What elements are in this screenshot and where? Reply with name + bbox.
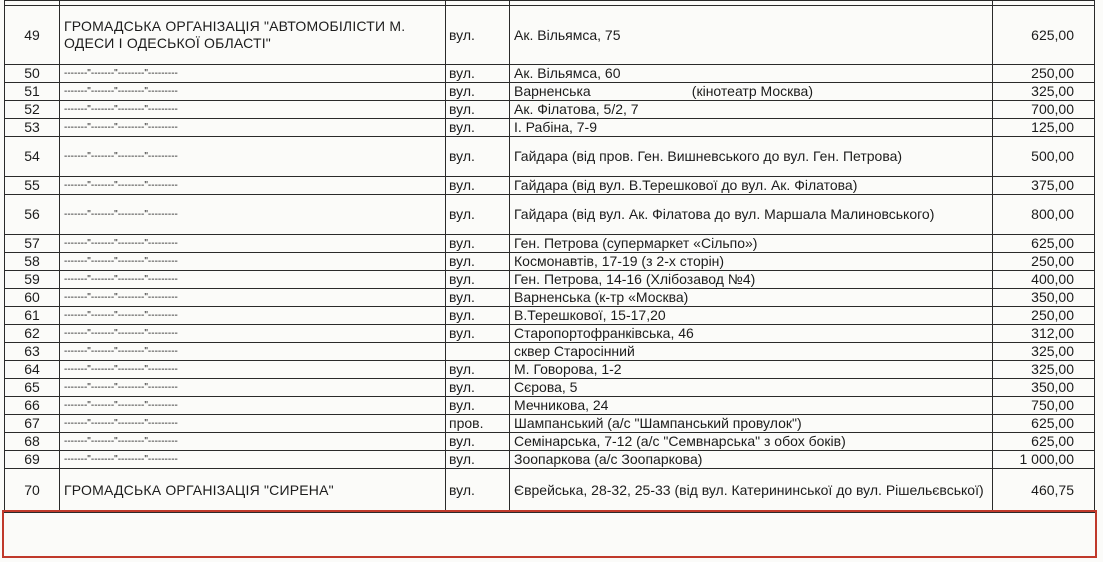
organization-name: -------"-------"--------"--------- bbox=[60, 195, 446, 235]
row-number: 66 bbox=[5, 397, 60, 415]
amount: 625,00 bbox=[993, 235, 1095, 253]
amount: 460,75 bbox=[993, 469, 1095, 513]
row-number: 70 bbox=[5, 469, 60, 513]
address: Семінарська, 7-12 (а/с "Семвнарська" з обох боків) bbox=[510, 433, 993, 451]
table-row bbox=[5, 83, 1095, 101]
organization-name: -------"-------"--------"--------- bbox=[60, 397, 446, 415]
row-number: 67 bbox=[5, 415, 60, 433]
amount: 325,00 bbox=[993, 83, 1095, 101]
table-row bbox=[5, 177, 1095, 195]
address: Старопортофранківська, 46 bbox=[510, 325, 993, 343]
organization-name: -------"-------"--------"--------- bbox=[60, 83, 446, 101]
amount: 325,00 bbox=[993, 361, 1095, 379]
table-row bbox=[5, 119, 1095, 137]
organization-name: -------"-------"--------"--------- bbox=[60, 137, 446, 177]
street-type: вул. bbox=[446, 271, 510, 289]
address: Гайдара (від вул. В.Терешкової до вул. Ак. Філатова) bbox=[510, 177, 993, 195]
organization-name: ГРОМАДСЬКА ОРГАНІЗАЦІЯ "АВТОМОБІЛІСТИ М. ОДЕСИ І ОДЕСЬКОЇ ОБЛАСТІ" bbox=[60, 6, 446, 65]
amount: 800,00 bbox=[993, 195, 1095, 235]
street-type: пров. bbox=[446, 415, 510, 433]
organization-name: -------"-------"--------"--------- bbox=[60, 433, 446, 451]
amount: 350,00 bbox=[993, 379, 1095, 397]
address: Мечникова, 24 bbox=[510, 397, 993, 415]
table-row bbox=[5, 343, 1095, 361]
organization-name: -------"-------"--------"--------- bbox=[60, 65, 446, 83]
address: Ак. Вільямса, 60 bbox=[510, 65, 993, 83]
address: В.Терешкової, 15-17,20 bbox=[510, 307, 993, 325]
row-number: 68 bbox=[5, 433, 60, 451]
row-number: 51 bbox=[5, 83, 60, 101]
street-type: вул. bbox=[446, 6, 510, 65]
table-row bbox=[5, 235, 1095, 253]
table-row bbox=[5, 325, 1095, 343]
street-type: вул. bbox=[446, 177, 510, 195]
amount: 325,00 bbox=[993, 343, 1095, 361]
address: Сєрова, 5 bbox=[510, 379, 993, 397]
table-row bbox=[5, 379, 1095, 397]
organization-name: -------"-------"--------"--------- bbox=[60, 415, 446, 433]
organization-name: -------"-------"--------"--------- bbox=[60, 289, 446, 307]
organization-name: -------"-------"--------"--------- bbox=[60, 119, 446, 137]
amount: 625,00 bbox=[993, 6, 1095, 65]
street-type: вул. bbox=[446, 101, 510, 119]
street-type: вул. bbox=[446, 289, 510, 307]
row-number: 64 bbox=[5, 361, 60, 379]
organization-name: -------"-------"--------"--------- bbox=[60, 271, 446, 289]
row-number: 63 bbox=[5, 343, 60, 361]
organization-name: -------"-------"--------"--------- bbox=[60, 325, 446, 343]
organization-name: ГРОМАДСЬКА ОРГАНІЗАЦІЯ "СИРЕНА" bbox=[60, 469, 446, 513]
address: І. Рабіна, 7-9 bbox=[510, 119, 993, 137]
row-number: 50 bbox=[5, 65, 60, 83]
parking-lots-table bbox=[4, 0, 1095, 513]
amount: 250,00 bbox=[993, 65, 1095, 83]
street-type: вул. bbox=[446, 361, 510, 379]
amount: 250,00 bbox=[993, 307, 1095, 325]
amount: 700,00 bbox=[993, 101, 1095, 119]
amount: 312,00 bbox=[993, 325, 1095, 343]
amount: 375,00 bbox=[993, 177, 1095, 195]
organization-name: -------"-------"--------"--------- bbox=[60, 361, 446, 379]
street-type: вул. bbox=[446, 195, 510, 235]
table-row bbox=[5, 137, 1095, 177]
organization-name: -------"-------"--------"--------- bbox=[60, 235, 446, 253]
table-row bbox=[5, 253, 1095, 271]
row-number: 69 bbox=[5, 451, 60, 469]
address: Зоопаркова (а/с Зоопаркова) bbox=[510, 451, 993, 469]
amount: 400,00 bbox=[993, 271, 1095, 289]
row-number: 52 bbox=[5, 101, 60, 119]
street-type: вул. bbox=[446, 397, 510, 415]
address: Ген. Петрова, 14-16 (Хлібозавод №4) bbox=[510, 271, 993, 289]
address: Єврейська, 28-32, 25-33 (від вул. Катерининської до вул. Рішельєвської) bbox=[510, 469, 993, 513]
row-number: 57 bbox=[5, 235, 60, 253]
street-type: вул. bbox=[446, 253, 510, 271]
address: Варненська (к-тр «Москва) bbox=[510, 289, 993, 307]
row-number: 59 bbox=[5, 271, 60, 289]
address: Ген. Петрова (супермаркет «Сільпо») bbox=[510, 235, 993, 253]
row-number: 56 bbox=[5, 195, 60, 235]
address: Гайдара (від вул. Ак. Філатова до вул. Маршала Малиновського) bbox=[510, 195, 993, 235]
row-number: 49 bbox=[5, 6, 60, 65]
address: Гайдара (від пров. Ген. Вишневського до вул. Ген. Петрова) bbox=[510, 137, 993, 177]
highlight-box bbox=[2, 510, 1097, 558]
amount: 125,00 bbox=[993, 119, 1095, 137]
row-number: 62 bbox=[5, 325, 60, 343]
table-row bbox=[5, 415, 1095, 433]
table-row bbox=[5, 433, 1095, 451]
address: Ак. Філатова, 5/2, 7 bbox=[510, 101, 993, 119]
street-type: вул. bbox=[446, 65, 510, 83]
street-type: вул. bbox=[446, 83, 510, 101]
amount: 350,00 bbox=[993, 289, 1095, 307]
street-type: вул. bbox=[446, 307, 510, 325]
address: сквер Старосінний bbox=[510, 343, 993, 361]
amount: 625,00 bbox=[993, 433, 1095, 451]
table-row bbox=[5, 307, 1095, 325]
amount: 750,00 bbox=[993, 397, 1095, 415]
street-type: вул. bbox=[446, 469, 510, 513]
table-row bbox=[5, 271, 1095, 289]
organization-name: -------"-------"--------"--------- bbox=[60, 379, 446, 397]
organization-name: -------"-------"--------"--------- bbox=[60, 253, 446, 271]
table-row bbox=[5, 289, 1095, 307]
amount: 500,00 bbox=[993, 137, 1095, 177]
street-type: вул. bbox=[446, 379, 510, 397]
street-type: вул. bbox=[446, 137, 510, 177]
table-row bbox=[5, 451, 1095, 469]
table-row bbox=[5, 361, 1095, 379]
amount: 250,00 bbox=[993, 253, 1095, 271]
organization-name: -------"-------"--------"--------- bbox=[60, 177, 446, 195]
table-row bbox=[5, 195, 1095, 235]
table-row bbox=[5, 6, 1095, 65]
row-number: 61 bbox=[5, 307, 60, 325]
row-number: 58 bbox=[5, 253, 60, 271]
row-number: 65 bbox=[5, 379, 60, 397]
address: Космонавтів, 17-19 (з 2-х сторін) bbox=[510, 253, 993, 271]
amount: 625,00 bbox=[993, 415, 1095, 433]
table-row bbox=[5, 101, 1095, 119]
street-type: вул. bbox=[446, 119, 510, 137]
address: Ак. Вільямса, 75 bbox=[510, 6, 993, 65]
row-number: 53 bbox=[5, 119, 60, 137]
amount: 1 000,00 bbox=[993, 451, 1095, 469]
row-number: 54 bbox=[5, 137, 60, 177]
address: М. Говорова, 1-2 bbox=[510, 361, 993, 379]
organization-name: -------"-------"--------"--------- bbox=[60, 307, 446, 325]
street-type: вул. bbox=[446, 451, 510, 469]
row-number: 55 bbox=[5, 177, 60, 195]
table-row bbox=[5, 65, 1095, 83]
street-type: вул. bbox=[446, 235, 510, 253]
organization-name: -------"-------"--------"--------- bbox=[60, 451, 446, 469]
address: Варненська (кінотеатр Москва) bbox=[510, 83, 993, 101]
table-row bbox=[5, 397, 1095, 415]
row-number: 60 bbox=[5, 289, 60, 307]
street-type: вул. bbox=[446, 325, 510, 343]
street-type: вул. bbox=[446, 433, 510, 451]
address: Шампанський (а/с "Шампанський провулок") bbox=[510, 415, 993, 433]
organization-name: -------"-------"--------"--------- bbox=[60, 343, 446, 361]
table-row-highlighted bbox=[5, 469, 1095, 513]
street-type bbox=[446, 343, 510, 361]
organization-name: -------"-------"--------"--------- bbox=[60, 101, 446, 119]
